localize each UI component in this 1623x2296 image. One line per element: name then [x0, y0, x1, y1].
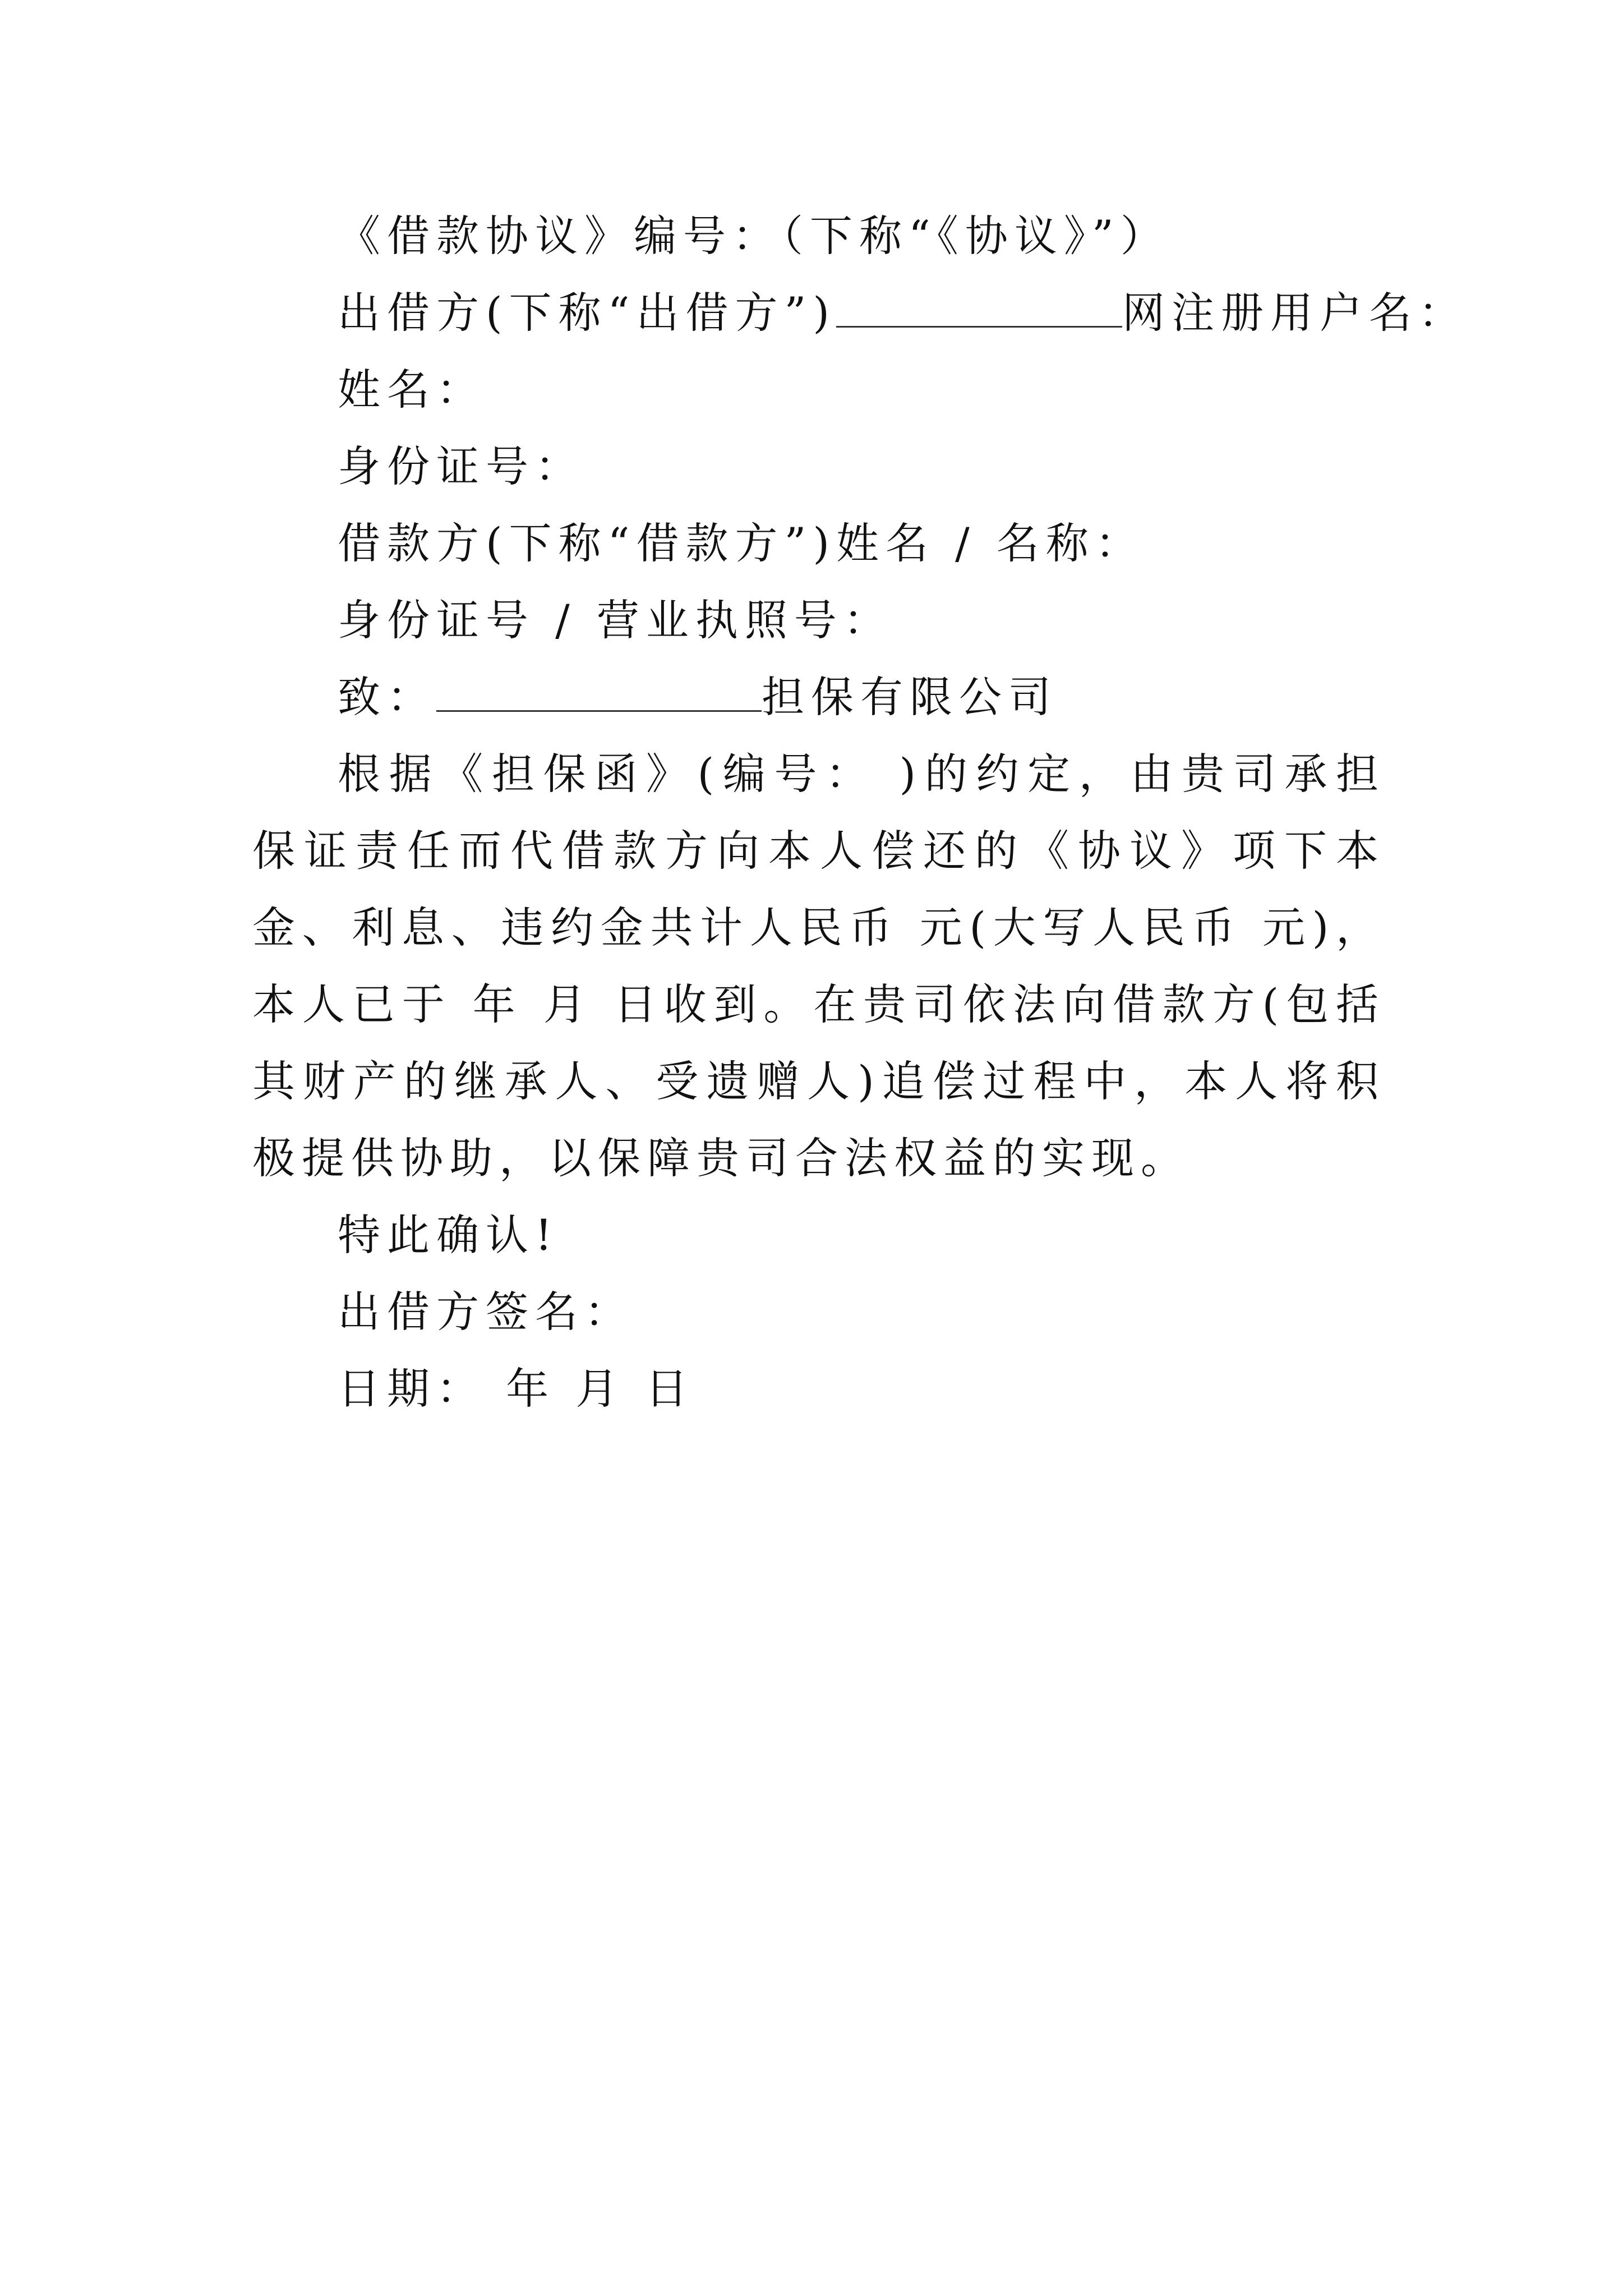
- body-paragraph: 根据《担保函》(编号： )的约定，由贵司承担保证责任而代借款方向本人偿还的《协议》项下本金、利息、违约金共计人民币 元(大写人民币 元)，本人已于 年 月 日收到。在贵司依法向借款方(包括其财产的继承人、受遗赠人)追偿过程中，本人将积极提供协助，以保障贵司合法权益的实现。: [252, 749, 1385, 1183]
- confirmation-line: 特此确认!: [338, 1210, 559, 1260]
- borrower-id-line: 身份证号 / 营业执照号：: [338, 595, 893, 645]
- name-line: 姓名：: [338, 365, 486, 415]
- document-body: [252, 197, 1468, 1427]
- date-line: 日期： 年 月 日: [338, 1364, 695, 1414]
- agreement-number-line: 《借款协议》编号：（下称“《协议》”）: [338, 211, 1170, 261]
- guarantor-company-blank[interactable]: [436, 671, 762, 712]
- signature-line: 出借方签名：: [338, 1287, 634, 1337]
- recipient-line: [252, 659, 1385, 735]
- recipient-prefix: 致：: [338, 672, 436, 722]
- borrower-line: 借款方(下称“借款方”)姓名 / 名称：: [338, 518, 1145, 568]
- lender-line: [252, 274, 1468, 351]
- id-number-line: 身份证号：: [338, 441, 584, 491]
- lender-suffix: 网注册用户名：: [1122, 288, 1468, 338]
- recipient-suffix: 担保有限公司: [762, 672, 1058, 722]
- lender-prefix: 出借方(下称“出借方”): [338, 288, 837, 338]
- lender-platform-blank[interactable]: [836, 287, 1122, 328]
